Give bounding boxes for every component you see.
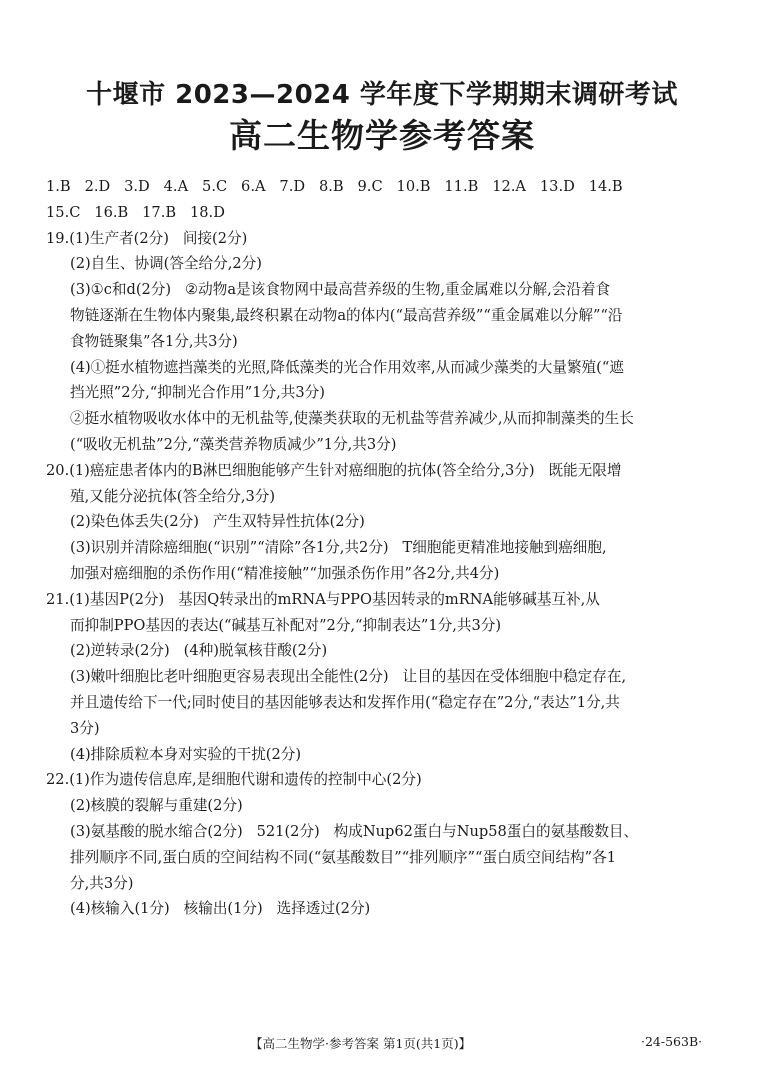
q19-part4-line3: ②挺水植物吸收水体中的无机盐等,使藻类获取的无机盐等营养减少,从而抑制藻类的生长 <box>70 410 634 428</box>
answer-content <box>46 174 722 922</box>
q20-part1-line2: 殖,又能分泌抗体(答全给分,3分) <box>70 487 276 505</box>
q22-part1: 22.(1)作为遗传信息库,是细胞代谢和遗传的控制中心(2分) <box>46 771 422 789</box>
q20-part1-line1: 20.(1)癌症患者体内的B淋巴细胞能够产生针对癌细胞的抗体(答全给分,3分) 既能无限增 <box>46 461 622 479</box>
q21-part1-line2: 而抑制PPO基因的表达(“碱基互补配对”2分,“抑制表达”1分,共3分) <box>70 616 502 634</box>
choice-answers-line-1: 1.B 2.D 3.D 4.A 5.C 6.A 7.D 8.B 9.C 10.B 11.B 12.A 13.D 14.B <box>46 178 623 195</box>
q19-part3-line1: (3)①c和d(2分) ②动物a是该食物网中最高营养级的生物,重金属难以分解,会沿着食 <box>70 281 611 299</box>
exam-title: 十堰市 2023—2024 学年度下学期期末调研考试 <box>86 80 678 110</box>
page-footer <box>0 1034 764 1054</box>
q21-part4: (4)排除质粒本身对实验的干扰(2分) <box>70 745 302 763</box>
q20-part3-line1: (3)识别并清除癌细胞(“识别”“清除”各1分,共2分) T细胞能更精准地接触到癌细胞, <box>70 539 607 557</box>
q19-part4-line2: 挡光照”2分,“抑制光合作用”1分,共3分) <box>70 384 325 402</box>
q21-part1-line1: 21.(1)基因P(2分) 基因Q转录出的mRNA与PPO基因转录的mRNA能够碱基互补,从 <box>46 590 600 608</box>
q19-part2: (2)自生、协调(答全给分,2分) <box>70 255 262 273</box>
q19-part4-line1: (4)①挺水植物遮挡藻类的光照,降低藻类的光合作用效率,从而减少藻类的大量繁殖(“遮 <box>70 358 624 376</box>
q22-part3-line3: 分,共3分) <box>70 874 134 892</box>
q20-part2: (2)染色体丢失(2分) 产生双特异性抗体(2分) <box>70 513 365 531</box>
q22-part4: (4)核输入(1分) 核输出(1分) 选择透过(2分) <box>70 900 371 918</box>
answer-key-title: 高二生物学参考答案 <box>229 116 535 155</box>
q22-part3-line1: (3)氨基酸的脱水缩合(2分) 521(2分) 构成Nup62蛋白与Nup58蛋白的氨基酸数目、 <box>70 822 639 840</box>
footer-exam-code: ·24-563B· <box>641 1034 703 1049</box>
q21-part3-line2: 并且遗传给下一代;同时使目的基因能够表达和发挥作用(“稳定存在”2分,“表达”1分,共 <box>70 693 620 711</box>
q21-part2: (2)逆转录(2分) (4种)脱氧核苷酸(2分) <box>70 642 328 660</box>
q22-part3-line2: 排列顺序不同,蛋白质的空间结构不同(“氨基酸数目”“排列顺序”“蛋白质空间结构”各1 <box>70 848 616 866</box>
q22-part2: (2)核膜的裂解与重建(2分) <box>70 797 243 815</box>
q20-part3-line2: 加强对癌细胞的杀伤作用(“精准接触”“加强杀伤作用”各2分,共4分) <box>70 564 500 582</box>
q19-part4-line4: (“吸收无机盐”2分,“藻类营养物质减少”1分,共3分) <box>70 435 397 453</box>
choice-answers-line-2: 15.C 16.B 17.B 18.D <box>46 203 225 221</box>
footer-page-info: 【高二生物学·参考答案 第1页(共1页)】 <box>250 1036 472 1051</box>
q21-part3-line1: (3)嫩叶细胞比老叶细胞更容易表现出全能性(2分) 让目的基因在受体细胞中稳定存在, <box>70 668 627 686</box>
q21-part3-line3: 3分) <box>70 719 100 737</box>
q19-part3-line2: 物链逐渐在生物体内聚集,最终积累在动物a的体内(“最高营养级”“重金属难以分解”“沿 <box>70 306 623 324</box>
q19-part1: 19.(1)生产者(2分) 间接(2分) <box>46 229 248 247</box>
q19-part3-line3: 食物链聚集”各1分,共3分) <box>70 332 238 350</box>
